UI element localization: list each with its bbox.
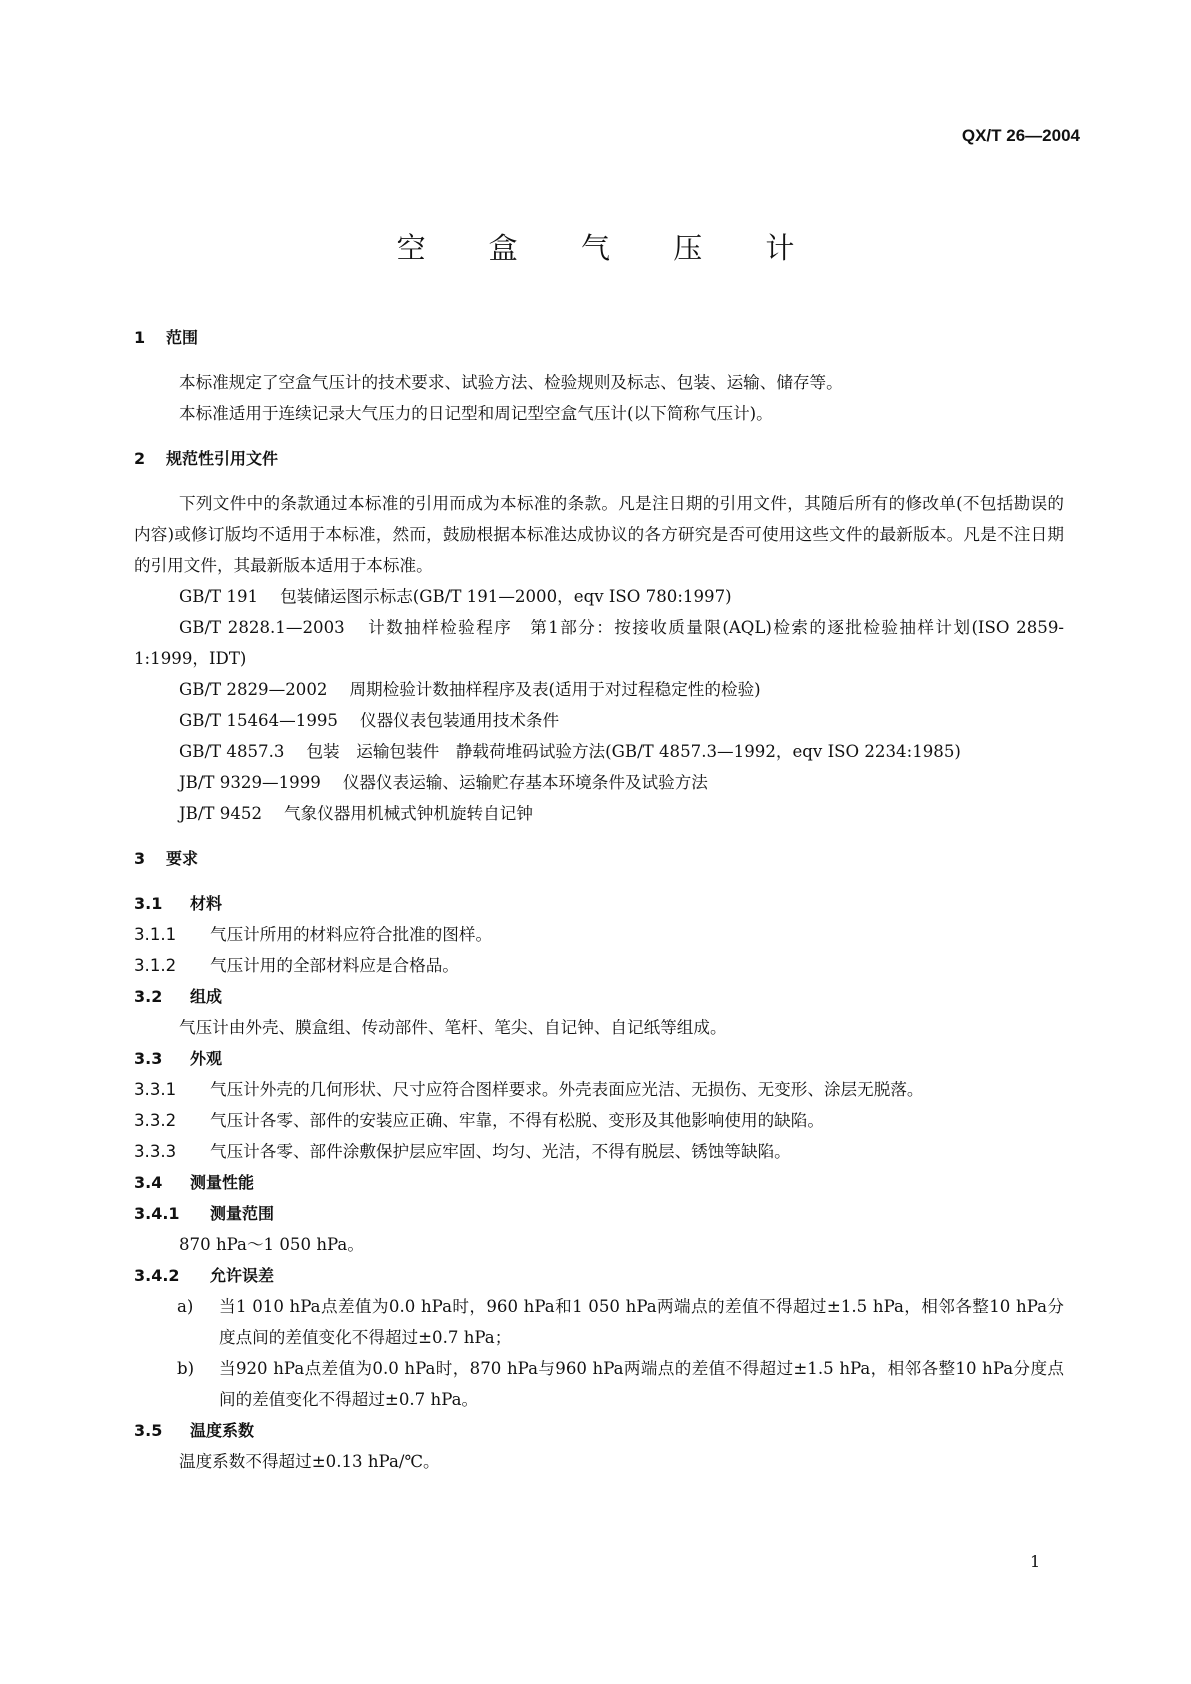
subsection-3-2-heading — [134, 981, 1064, 1012]
list-text: 当920 hPa点差值为0.0 hPa时，870 hPa与960 hPa两端点的差值不得超过±1.5 hPa，相邻各整10 hPa分度点间的差值变化不得超过±0.7 hPa。 — [219, 1359, 1064, 1409]
document-title: 空 盒 气 压 计 — [396, 231, 822, 265]
clause-text: 气压计用的全部材料应是合格品。 — [210, 956, 459, 975]
clause-3-1-2 — [134, 950, 1064, 981]
clause-number: 3.3.1 — [134, 1080, 177, 1099]
section-title: 材料 — [190, 894, 223, 913]
document-body — [134, 322, 1064, 1477]
section-number: 1 — [134, 328, 146, 347]
section-title: 测量性能 — [190, 1173, 255, 1192]
reference-item — [134, 674, 1064, 705]
section-title: 规范性引用文件 — [166, 449, 279, 468]
clause-text: 气压计各零、部件涂敷保护层应牢固、均匀、光洁，不得有脱层、锈蚀等缺陷。 — [210, 1142, 791, 1161]
paragraph: 本标准规定了空盒气压计的技术要求、试验方法、检验规则及标志、包装、运输、储存等。 — [179, 373, 843, 392]
reference-title: 计数抽样检验程序 第1部分：按接收质量限(AQL)检索的逐批检验抽样计划(ISO 2859-1:1999，IDT) — [134, 618, 1064, 668]
section-number: 3.1 — [134, 894, 163, 913]
paragraph: 下列文件中的条款通过本标准的引用而成为本标准的条款。凡是注日期的引用文件，其随后所有的修改单(不包括勘误的内容)或修订版均不适用于本标准，然而，鼓励根据本标准达成协议的各方研究是否可使用这些文件的最新版本。凡是不注日期的引用文件，其最新版本适用于本标准。 — [134, 494, 1064, 575]
clause-text: 气压计所用的材料应符合批准的图样。 — [210, 925, 493, 944]
clause-title: 测量范围 — [210, 1204, 275, 1223]
list-item — [134, 1353, 1064, 1415]
clause-number: 3.4.1 — [134, 1204, 180, 1223]
standard-code: QX/T 26—2004 — [961, 126, 1080, 145]
subsection-3-1-heading — [134, 888, 1064, 919]
paragraph: 本标准适用于连续记录大气压力的日记型和周记型空盒气压计(以下简称气压计)。 — [179, 404, 773, 423]
reference-item — [134, 736, 1064, 767]
reference-item — [134, 798, 1064, 829]
section-3-heading — [134, 843, 1064, 874]
section-title: 外观 — [190, 1049, 223, 1068]
reference-title: 仪器仪表包装通用技术条件 — [360, 711, 560, 730]
list-text: 当1 010 hPa点差值为0.0 hPa时，960 hPa和1 050 hPa两端点的差值不得超过±1.5 hPa，相邻各整10 hPa分度点间的差值变化不得超过±0.7 hPa； — [219, 1297, 1064, 1347]
section-number: 3.2 — [134, 987, 163, 1006]
clause-number: 3.3.3 — [134, 1142, 177, 1161]
subsection-3-4-heading — [134, 1167, 1064, 1198]
clause-number: 3.1.2 — [134, 956, 177, 975]
clause-number: 3.1.1 — [134, 925, 177, 944]
reference-title: 包装 运输包装件 静载荷堆码试验方法(GB/T 4857.3—1992，eqv ISO 2234:1985) — [306, 742, 961, 761]
section-title: 组成 — [190, 987, 223, 1006]
clause-text: 气压计各零、部件的安装应正确、牢靠，不得有松脱、变形及其他影响使用的缺陷。 — [210, 1111, 824, 1130]
reference-code: JB/T 9452 — [179, 804, 263, 823]
section-1-heading — [134, 322, 1064, 353]
clause-title: 允许误差 — [210, 1266, 275, 1285]
clause-3-3-2 — [134, 1105, 1064, 1136]
reference-title: 包装储运图示标志(GB/T 191—2000，eqv ISO 780:1997) — [280, 587, 732, 606]
reference-item — [134, 767, 1064, 798]
section-number: 3.5 — [134, 1421, 163, 1440]
reference-code: GB/T 15464—1995 — [179, 711, 338, 730]
clause-number: 3.3.2 — [134, 1111, 177, 1130]
subsection-3-5-heading — [134, 1415, 1064, 1446]
clause-3-4-1-heading — [134, 1198, 1064, 1229]
reference-title: 气象仪器用机械式钟机旋转自记钟 — [284, 804, 533, 823]
list-label: b) — [177, 1359, 195, 1378]
reference-item — [134, 581, 1064, 612]
reference-code: GB/T 4857.3 — [179, 742, 285, 761]
section-title: 范围 — [166, 328, 199, 347]
list-item — [134, 1291, 1064, 1353]
section-number: 3.4 — [134, 1173, 163, 1192]
section-number: 2 — [134, 449, 146, 468]
clause-3-3-1 — [134, 1074, 1064, 1105]
section-number: 3.3 — [134, 1049, 163, 1068]
reference-code: GB/T 2828.1—2003 — [179, 618, 345, 637]
reference-code: JB/T 9329—1999 — [179, 773, 321, 792]
section-title: 要求 — [166, 849, 199, 868]
paragraph: 气压计由外壳、膜盒组、传动部件、笔杆、笔尖、自记钟、自记纸等组成。 — [179, 1018, 727, 1037]
reference-title: 周期检验计数抽样程序及表(适用于对过程稳定性的检验) — [349, 680, 761, 699]
section-title: 温度系数 — [190, 1421, 255, 1440]
clause-3-3-3 — [134, 1136, 1064, 1167]
subsection-3-3-heading — [134, 1043, 1064, 1074]
clause-text: 气压计外壳的几何形状、尺寸应符合图样要求。外壳表面应光洁、无损伤、无变形、涂层无脱落。 — [210, 1080, 924, 1099]
section-2-heading — [134, 443, 1064, 474]
paragraph: 870 hPa～1 050 hPa。 — [179, 1235, 364, 1254]
page-number: 1 — [1030, 1552, 1041, 1571]
list-label: a) — [177, 1297, 194, 1316]
clause-number: 3.4.2 — [134, 1266, 180, 1285]
clause-3-1-1 — [134, 919, 1064, 950]
reference-code: GB/T 191 — [179, 587, 259, 606]
reference-title: 仪器仪表运输、运输贮存基本环境条件及试验方法 — [342, 773, 708, 792]
reference-item — [134, 705, 1064, 736]
paragraph: 温度系数不得超过±0.13 hPa/℃。 — [179, 1452, 440, 1471]
reference-item — [134, 612, 1064, 674]
reference-code: GB/T 2829—2002 — [179, 680, 328, 699]
clause-3-4-2-heading — [134, 1260, 1064, 1291]
section-number: 3 — [134, 849, 146, 868]
